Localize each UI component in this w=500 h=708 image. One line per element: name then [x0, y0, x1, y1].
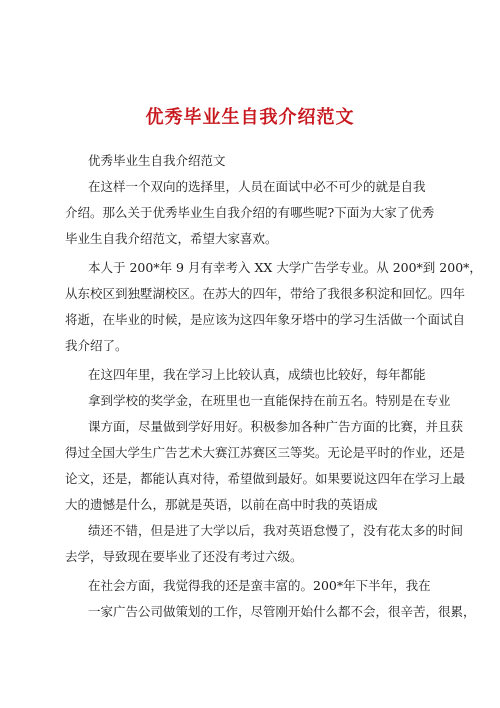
paragraph-line: 本人于 200*年 9 月有幸考入 XX 大学广告学专业。从 200*到 200*， — [88, 260, 482, 275]
paragraph-line: 去学，导致现在要毕业了还没有考过六级。 — [65, 549, 303, 564]
paragraph-line: 毕业生自我介绍范文，希望大家喜欢。 — [65, 231, 278, 246]
paragraph-line: 一家广告公司做策划的工作，尽管刚开始什么都不会，很辛苦，很累， — [88, 604, 476, 619]
paragraph-line: 绩还不错，但是进了大学以后，我对英语怠慢了，没有花太多的时间 — [88, 523, 464, 538]
paragraph-line: 将逝，在毕业的时候，是应该为这四年象牙塔中的学习生活做一个面试自 — [65, 312, 466, 327]
paragraph-line: 在这四年里，我在学习上比较认真，成绩也比较好，每年都能 — [88, 367, 426, 382]
paragraph-line: 从东校区到独墅湖校区。在苏大的四年，带给了我很多积淀和回忆。四年 — [65, 286, 466, 301]
paragraph-line: 在这样一个双向的选择里，人员在面试中必不可少的就是自我 — [88, 179, 426, 194]
paragraph-line: 我介绍了。 — [65, 338, 128, 353]
paragraph-line: 介绍。那么关于优秀毕业生自我介绍的有哪些呢?下面为大家了优秀 — [65, 205, 435, 220]
paragraph-line: 优秀毕业生自我介绍范文 — [88, 153, 226, 168]
paragraph-line: 拿到学校的奖学金，在班里也一直能保持在前五名。特别是在专业 — [88, 393, 451, 408]
paragraph-line: 得过全国大学生广告艺术大赛江苏赛区三等奖。无论是平时的作业，还是 — [65, 445, 466, 460]
paragraph-line: 论文，还是，都能认真对待，希望做到最好。如果要说这四年在学习上最 — [65, 471, 466, 486]
document-title: 优秀毕业生自我介绍范文 — [145, 107, 355, 128]
paragraph-line: 在社会方面，我觉得我的还是蛮丰富的。200*年下半年，我在 — [88, 578, 431, 593]
paragraph-line: 大的遗憾是什么，那就是英语，以前在高中时我的英语成 — [65, 497, 378, 512]
paragraph-line: 课方面，尽量做到学好用好。积极参加各种广告方面的比赛，并且获 — [88, 419, 464, 434]
